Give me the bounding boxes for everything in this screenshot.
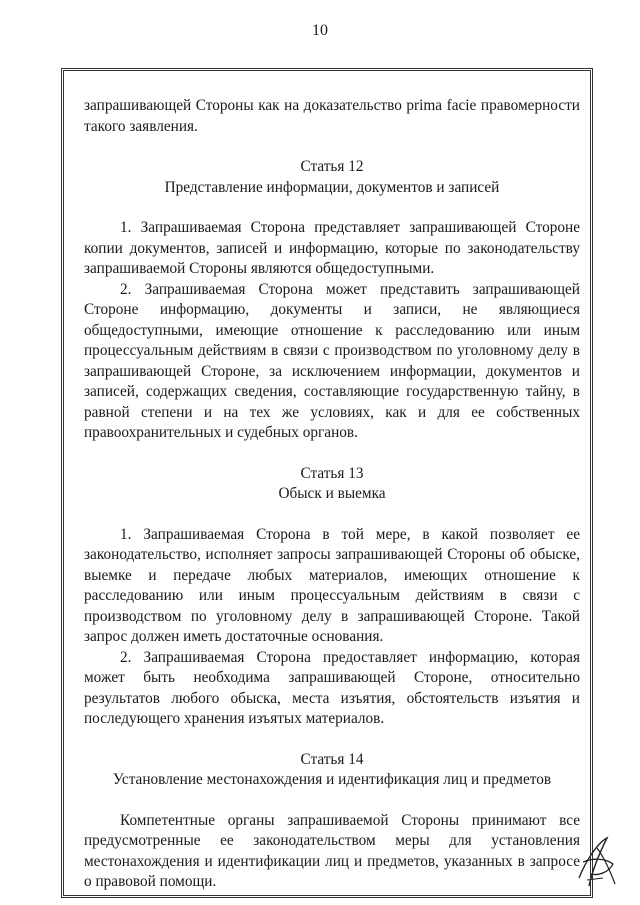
- intro-paragraph: запрашивающей Стороны как на доказательство prima facie правомерности такого заявления.: [84, 97, 580, 135]
- article-14: [84, 750, 580, 893]
- document-body: [84, 96, 580, 893]
- article-paragraph: 1. Запрашиваемая Сторона в той мере, в какой позволяет ее законодательство, исполняет запросы запрашивающей Стороны об обыске, выемке и передаче любых материалов, имеющих отношение к расследованию или иным процессуальным действиям в связи с производством по уголовному делу в запрашивающей Стороне. Такой запрос должен иметь достаточные основания.: [84, 525, 580, 645]
- page-number: 10: [312, 22, 328, 39]
- article-number: Статья 13: [300, 464, 364, 482]
- article-13: [84, 464, 580, 730]
- article-paragraph: 2. Запрашиваемая Сторона предоставляет информацию, которая может быть необходима запрашивающей Стороне, относительно результатов любого обыска, места изъятия, обстоятельств изъятия и последующего хранения изъятых материалов.: [84, 648, 580, 727]
- article-number: Статья 14: [300, 750, 364, 768]
- article-title: Установление местонахождения и идентификация лиц и предметов: [112, 771, 552, 788]
- article-title: Представление информации, документов и записей: [164, 178, 500, 196]
- article-title: Обыск и выемка: [278, 485, 386, 502]
- article-paragraph: 2. Запрашиваемая Сторона может представить запрашивающей Стороне информацию, документы и записи, не являющиеся общедоступными, имеющие отношение к расследованию или иным процессуальным действиям в связи с производством по уголовному делу в запрашивающей Стороне, за исключением информации, документов и записей, содержащих сведения, составляющие государственную тайну, в равной степени и на тех же условиях, как и для ее собственных правоохранительных и судебных органов.: [84, 280, 580, 441]
- article-number: Статья 12: [300, 158, 364, 175]
- article-12: [84, 157, 580, 444]
- article-paragraph: 1. Запрашиваемая Сторона представляет запрашивающей Стороне копии документов, записей и информацию, которые по законодательству запрашиваемой Стороны являются общедоступными.: [84, 219, 580, 277]
- article-paragraph: Компетентные органы запрашиваемой Стороны принимают все предусмотренные ее законодательством меры для установления местонахождения и идентификации лиц и предметов, указанных в запросе о правовой помощи.: [84, 811, 580, 890]
- handwritten-initials-signature: [573, 828, 621, 892]
